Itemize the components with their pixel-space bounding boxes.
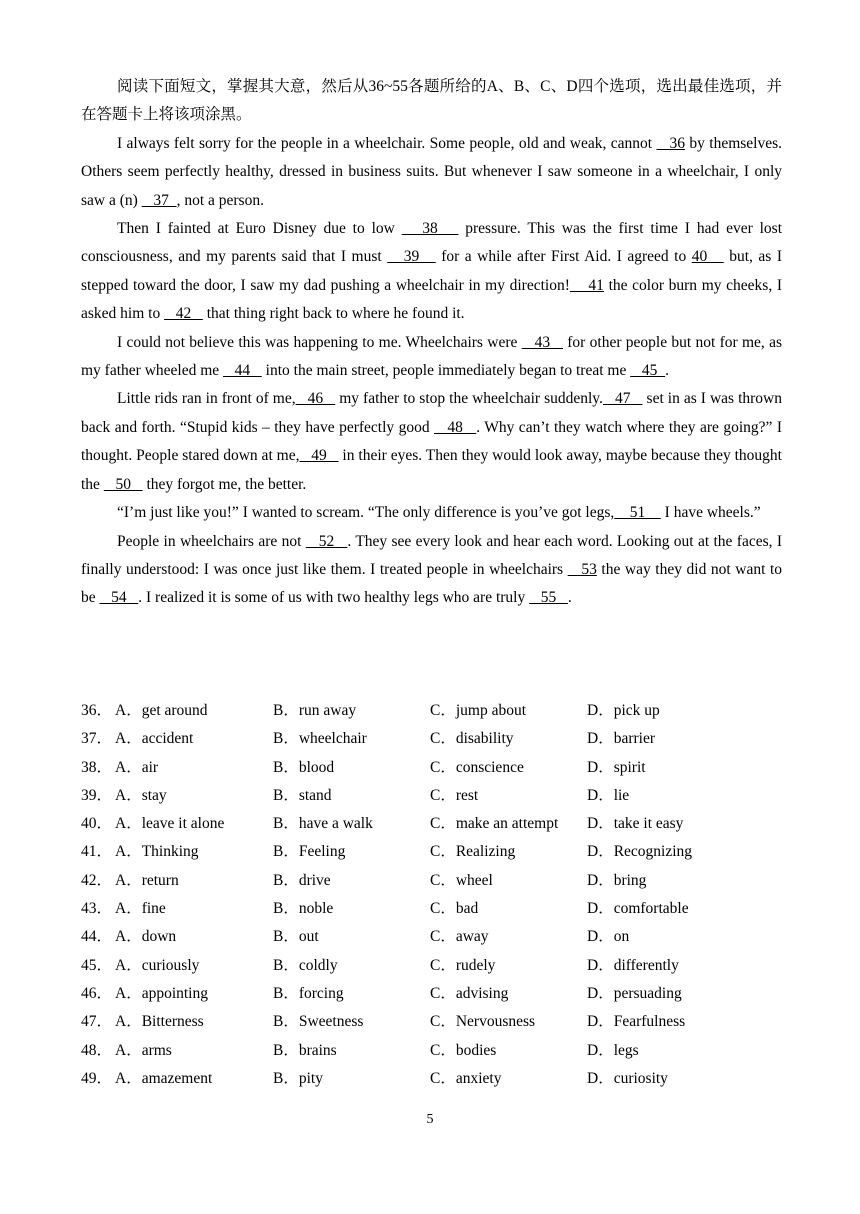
answer-blank: 48 — [434, 418, 477, 436]
passage-paragraph — [81, 215, 782, 329]
option-c: C．advising — [430, 984, 509, 1002]
option-d: D．persuading — [587, 984, 682, 1002]
passage-text: , not a person. — [176, 191, 264, 209]
passage-paragraph — [81, 528, 782, 613]
answer-blank: 54 — [99, 589, 139, 607]
question-number: 43． — [81, 900, 113, 918]
passage-text: People in wheelchairs are not — [117, 532, 306, 550]
option-d: D．pick up — [587, 702, 660, 719]
passage-text: my father to stop the wheelchair suddenly. — [335, 390, 603, 408]
answer-blank: 41 — [569, 276, 604, 294]
question-row — [81, 952, 801, 980]
passage-text: Little rids ran in front of me, — [117, 390, 296, 408]
question-number: 49． — [81, 1069, 113, 1087]
answer-blank: 36 — [656, 134, 686, 152]
passage-text: the color burn my cheeks, I asked him to — [81, 276, 782, 323]
option-c: C．jump about — [430, 702, 527, 719]
passage-paragraph — [81, 130, 782, 215]
option-b: B．out — [273, 928, 319, 946]
option-c: C．bodies — [430, 1041, 497, 1059]
option-b: B．drive — [273, 871, 331, 889]
option-a: A．arms — [115, 1041, 172, 1059]
passage-text: set in as I was thrown back and forth. “Stupid kids – they have perfectly good — [81, 390, 782, 436]
answer-blank: 40 — [691, 248, 724, 266]
question-number: 44． — [81, 928, 113, 946]
option-a: A．amazement — [115, 1069, 213, 1087]
question-row — [81, 867, 801, 895]
answer-blank: 38 — [401, 220, 459, 238]
option-b: B．Feeling — [273, 843, 346, 861]
passage-text: in their eyes. Then they would look away, maybe because they thought the — [81, 447, 782, 493]
passage-text: I always felt sorry for the people in a wheelchair. Some people, old and weak, cannot — [117, 134, 657, 152]
passage-text: they forgot me, the better. — [142, 475, 307, 493]
option-d: D．spirit — [587, 758, 646, 776]
question-row — [81, 810, 801, 838]
question-row — [81, 697, 801, 725]
option-d: D．Recognizing — [587, 843, 693, 861]
passage-text: but, as I stepped toward the door, I saw my dad pushing a wheelchair in my direction! — [81, 248, 782, 294]
option-a: A．curiously — [115, 956, 200, 974]
passage-paragraph — [81, 329, 782, 386]
answer-blank: 44 — [223, 362, 262, 380]
option-c: C．rudely — [430, 956, 496, 974]
question-number: 39． — [81, 786, 113, 804]
passage-body — [81, 130, 782, 613]
option-a: A．air — [115, 758, 159, 776]
passage-text: . — [665, 362, 669, 380]
option-b: B．wheelchair — [273, 730, 367, 748]
option-a: A．down — [115, 928, 177, 946]
option-d: D．differently — [587, 956, 679, 974]
option-c: C．rest — [430, 786, 479, 804]
passage-text: for other people but not for me, as my father wheeled me — [81, 333, 782, 380]
passage-paragraph — [81, 385, 782, 499]
option-b: B．forcing — [273, 984, 344, 1002]
question-number: 48． — [81, 1041, 113, 1059]
answer-blank: 45 — [630, 362, 666, 380]
option-c: C．away — [430, 928, 489, 946]
option-b: B．stand — [273, 786, 332, 804]
passage-text: . I realized it is some of us with two healthy legs who are truly — [138, 589, 530, 607]
option-b: B．brains — [273, 1041, 337, 1059]
passage-text: for a while after First Aid. I agreed to — [435, 248, 692, 266]
option-b: B．noble — [273, 900, 334, 918]
option-d: D．barrier — [587, 730, 655, 748]
passage-text: into the main street, people immediately began to treat me — [261, 362, 631, 380]
option-a: A．leave it alone — [115, 815, 225, 833]
question-row — [81, 1037, 801, 1065]
option-b: B．Sweetness — [273, 1013, 364, 1031]
question-number: 45． — [81, 956, 113, 974]
question-row — [81, 1008, 801, 1036]
question-row — [81, 725, 801, 753]
option-c: C．anxiety — [430, 1069, 502, 1087]
answer-blank: 50 — [103, 475, 143, 493]
question-number: 40． — [81, 815, 113, 833]
answer-blank: 39 — [387, 248, 436, 266]
answer-blank: 49 — [299, 447, 339, 465]
option-b: B．blood — [273, 758, 335, 776]
question-row — [81, 923, 801, 951]
passage-text: I could not believe this was happening to me. Wheelchairs were — [117, 333, 522, 351]
passage-text: I have wheels.” — [660, 504, 761, 522]
passage-text: . — [567, 589, 572, 607]
passage-text: “I’m just like you!” I wanted to scream. “The only difference is you’ve got legs, — [117, 504, 615, 522]
question-number: 36． — [81, 702, 113, 719]
option-c: C．wheel — [430, 871, 493, 889]
option-c: C．make an attempt — [430, 815, 559, 833]
option-a: A．Bitterness — [115, 1013, 204, 1031]
option-d: D．Fearfulness — [587, 1013, 686, 1031]
option-c: C．disability — [430, 730, 514, 748]
passage-text: . Why can’t they watch where they are going?” I thought. People stared down at me, — [81, 418, 782, 465]
answer-blank: 43 — [521, 333, 563, 351]
question-row — [81, 754, 801, 782]
option-a: A．Thinking — [115, 843, 199, 861]
option-d: D．on — [587, 928, 630, 946]
option-a: A．fine — [115, 900, 166, 918]
answer-blank: 42 — [164, 305, 203, 323]
passage-text: that thing right back to where he found it. — [202, 305, 465, 323]
question-number: 42． — [81, 871, 113, 889]
passage-text: the way they did not want to be — [81, 560, 782, 607]
question-row — [81, 1065, 801, 1093]
instructions: 阅读下面短文，掌握其大意，然后从36~55各题所给的A、B、C、D四个选项，选出最佳选项，并在答题卡上将该项涂黑。 — [81, 78, 782, 124]
option-a: A．get around — [115, 702, 208, 719]
option-d: D．bring — [587, 871, 647, 889]
passage-text: pressure. This was the first time I had ever lost consciousness, and my parents said that I must — [81, 220, 782, 266]
passage-text: Then I fainted at Euro Disney due to low — [117, 220, 402, 238]
option-a: A．appointing — [115, 984, 208, 1002]
question-number: 46． — [81, 984, 113, 1002]
option-c: C．Realizing — [430, 843, 516, 861]
option-a: A．accident — [115, 730, 194, 748]
option-b: B．pity — [273, 1069, 323, 1087]
option-b: B．coldly — [273, 956, 338, 974]
answer-blank: 55 — [529, 589, 568, 607]
question-row — [81, 838, 801, 866]
option-c: C．Nervousness — [430, 1013, 536, 1031]
option-d: D．take it easy — [587, 815, 684, 833]
question-number: 37． — [81, 730, 113, 748]
option-d: D．legs — [587, 1041, 639, 1059]
answer-blank: 46 — [295, 390, 336, 408]
question-number: 41． — [81, 843, 113, 861]
answer-blank: 37 — [141, 191, 177, 209]
option-d: D．lie — [587, 786, 630, 804]
page-number: 5 — [426, 1112, 434, 1127]
question-number: 47． — [81, 1013, 113, 1031]
option-d: D．comfortable — [587, 900, 689, 918]
passage-text: . They see every look and hear each word. Looking out at the faces, I finally understood: I was once just like them. I treated people in wheelchairs — [81, 532, 783, 578]
answer-blank: 51 — [614, 504, 661, 522]
question-number: 38． — [81, 758, 113, 776]
option-a: A．stay — [115, 786, 167, 804]
answer-blank: 47 — [602, 390, 643, 408]
question-row — [81, 980, 801, 1008]
passage-paragraph — [81, 499, 782, 527]
question-row — [81, 895, 801, 923]
answer-blank: 52 — [305, 532, 348, 550]
option-a: A．return — [115, 871, 179, 889]
option-b: B．have a walk — [273, 815, 373, 833]
question-options — [81, 697, 801, 1093]
question-row — [81, 782, 801, 810]
cloze-passage — [81, 73, 782, 613]
answer-blank: 53 — [567, 560, 597, 578]
option-c: C．bad — [430, 900, 479, 918]
option-c: C．conscience — [430, 758, 524, 776]
passage-text: by themselves. Others seem perfectly healthy, dressed in business suits. But whenever I saw someone in a wheelchair, I only saw a (n) — [81, 134, 783, 209]
option-b: B．run away — [273, 702, 357, 719]
option-d: D．curiosity — [587, 1069, 668, 1087]
